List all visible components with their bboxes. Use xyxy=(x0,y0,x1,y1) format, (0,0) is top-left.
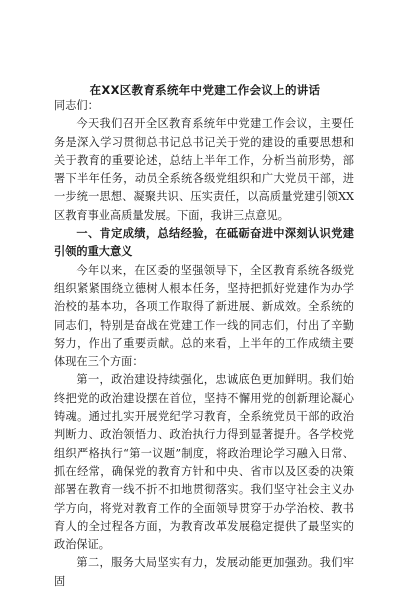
section-heading: 一、肯定成绩，总结经验，在砥砺奋进中深刻认识党建引领的重大意义 xyxy=(54,227,354,259)
section-paragraph: 今年以来，在区委的坚强领导下，全区教育系统各级党组织紧紧围绕立德树人根本任务，坚持把抓好党建作为办学治校的基本功，各项工作取得了新进展、新成效。全系统的同志们，特别是奋战在党建工作一线的同志们，付出了辛勤努力，作出了重要贡献。总的来看，上半年的工作成绩主要体现在三个方面： xyxy=(54,263,354,369)
document-body xyxy=(54,97,354,591)
document-title: 在XX区教育系统年中党建工作会议上的讲话 xyxy=(89,83,321,97)
section-paragraph: 第一，政治建设持续强化，忠诚底色更加鲜明。我们始终把党的政治建设摆在首位，坚持不懈用党的创新理论凝心铸魂。通过扎实开展党纪学习教育，全系统党员干部的政治判断力、政治领悟力、政治执行力得到显著提升。各学校党组织严格执行“第一议题”制度，将政治理论学习融入日常、抓在经常，确保党的教育方针和中央、省市以及区委的决策部署在教育一线不折不扣地贯彻落实。我们坚守社会主义办学方向，将党对教育工作的全面领导贯穿于办学治校、教书育人的全过程各方面，为教育改革发展稳定提供了最坚实的政治保证。 xyxy=(54,373,354,552)
salutation: 同志们： xyxy=(54,99,99,112)
section-paragraph: 第二，服务大局坚实有力，发展动能更加强劲。我们牢固 xyxy=(54,556,354,588)
intro-paragraph: 今天我们召开全区教育系统年中党建工作会议，主要任务是深入学习贯彻总书记总书记关于党的建设的重要思想和关于教育的重要论述，总结上半年工作，分析当前形势，部署下半年任务，动员全系统各级党组织和广大党员干部，进一步统一思想、凝聚共识、压实责任，以高质量党建引领XX区教育事业高质量发展。下面，我讲三点意见。 xyxy=(54,117,354,222)
